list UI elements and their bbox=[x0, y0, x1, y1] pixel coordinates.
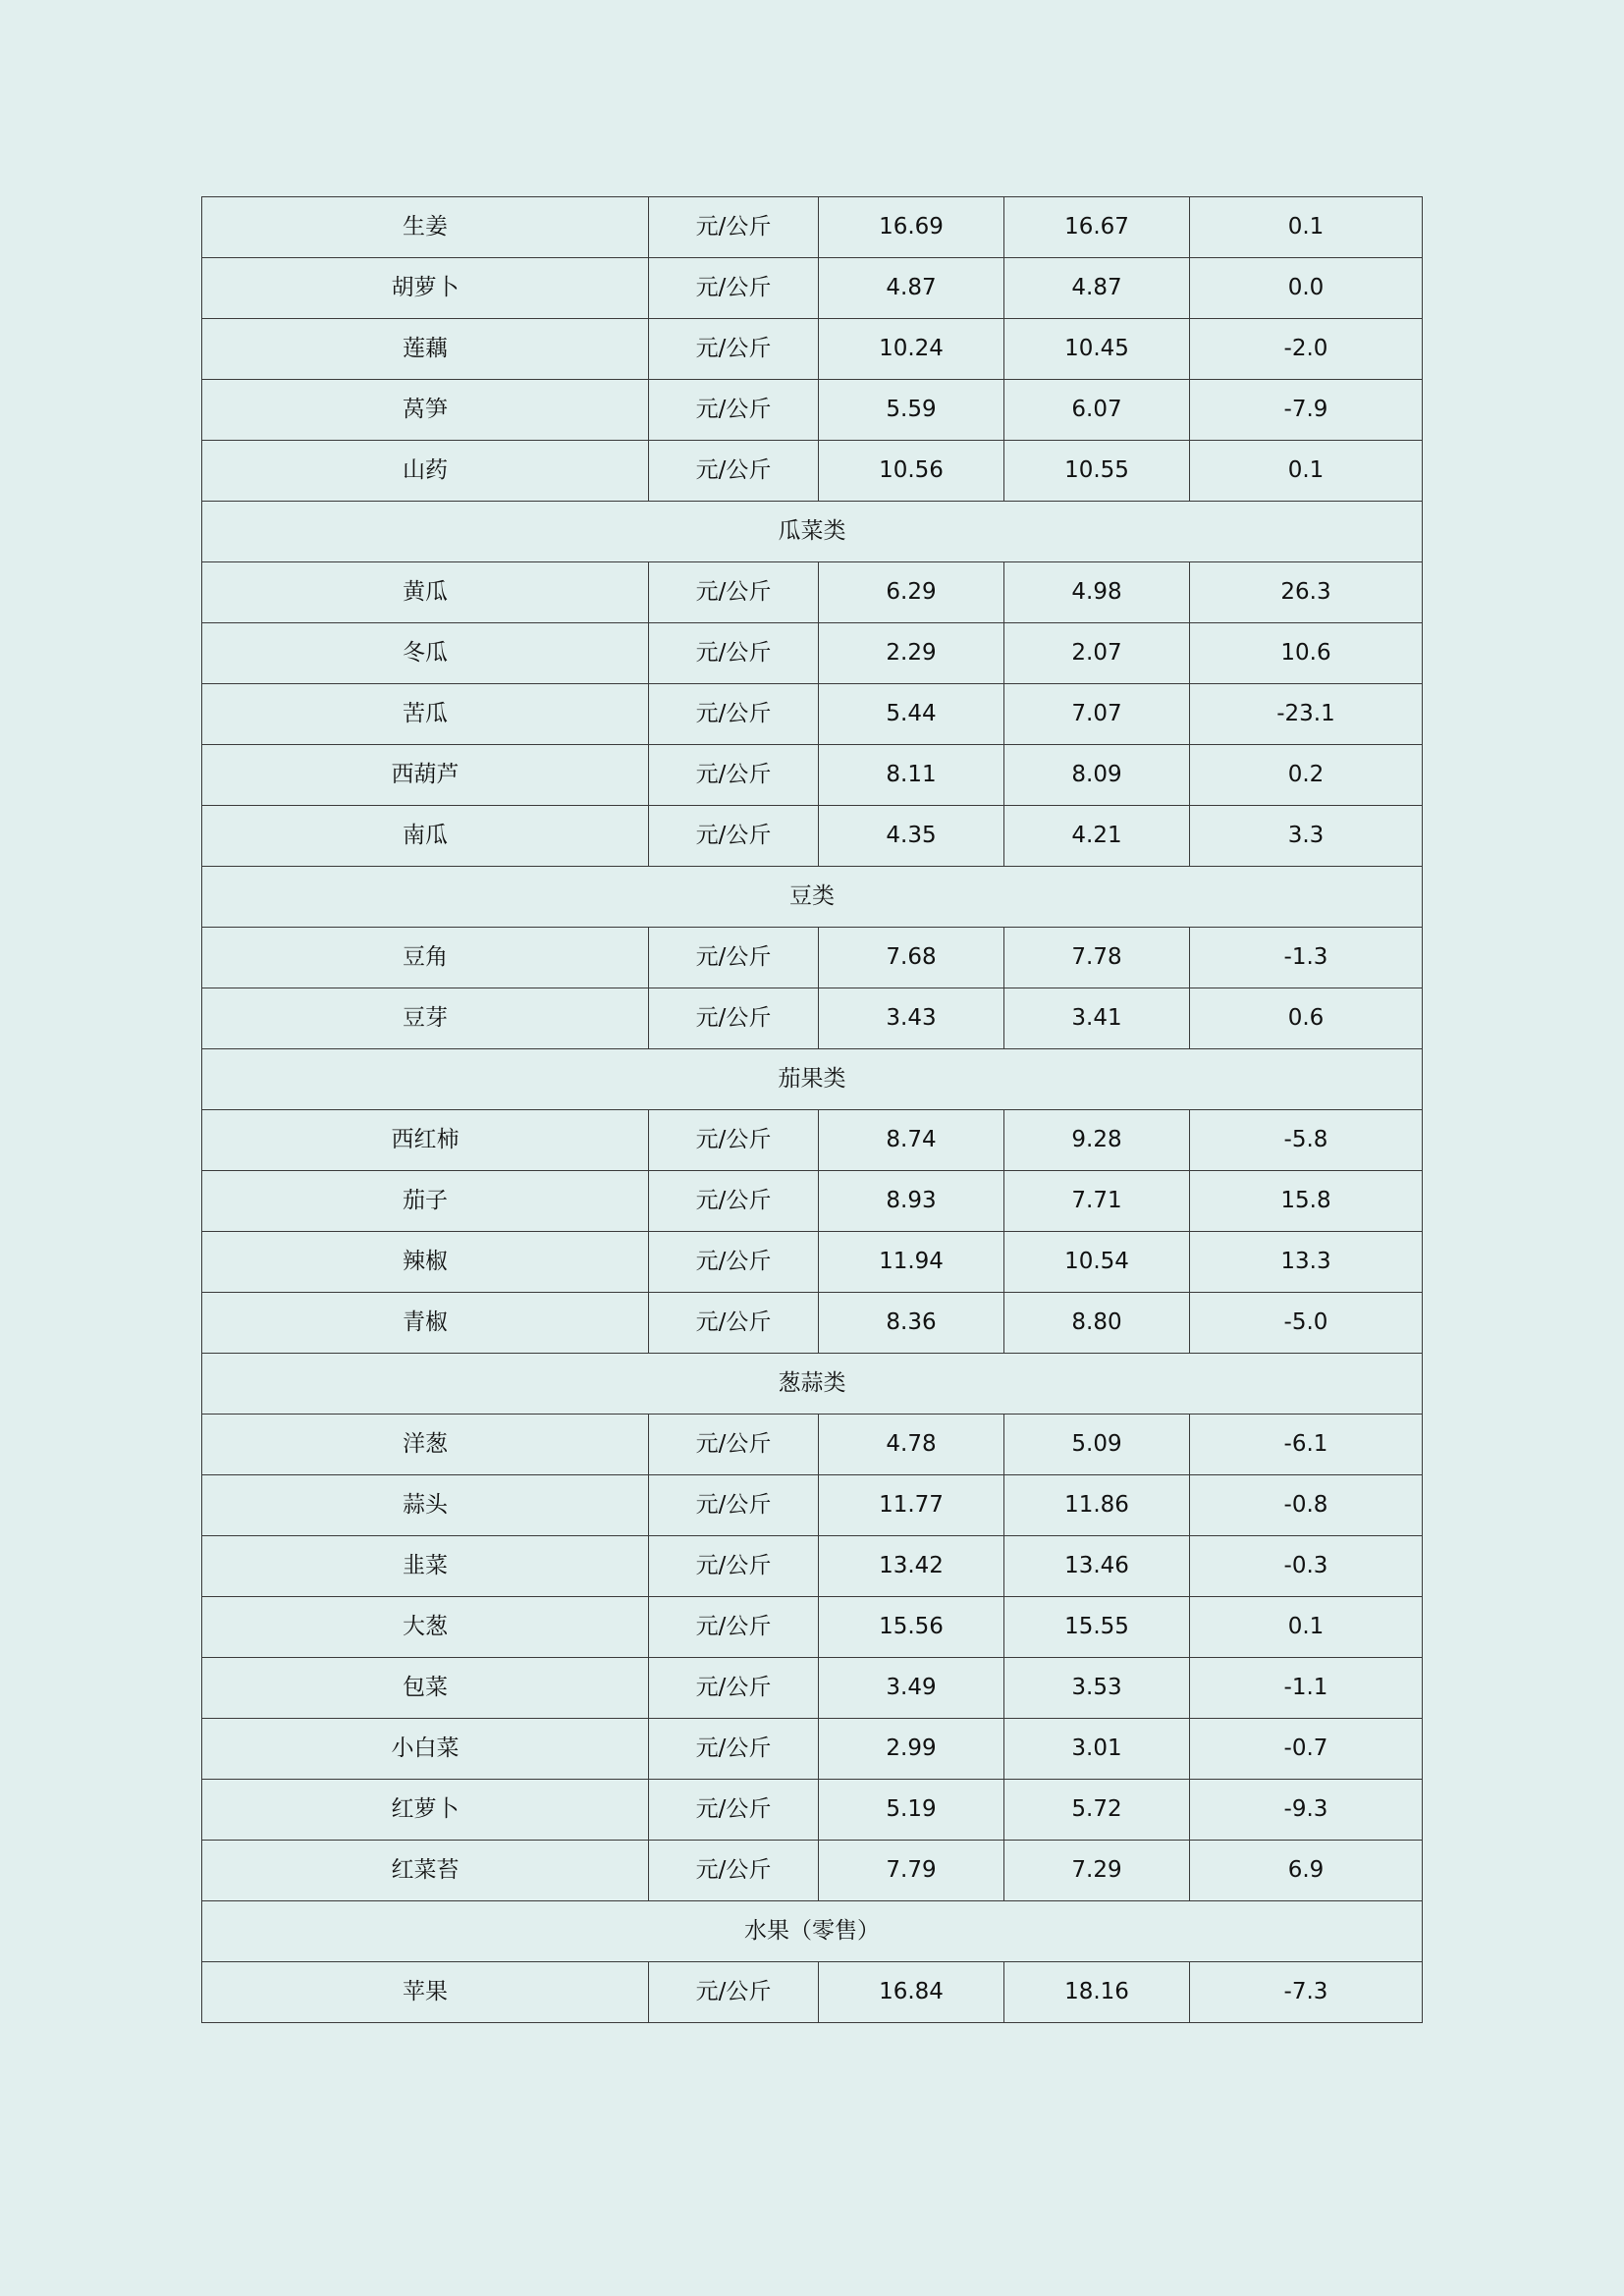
table-row bbox=[202, 441, 1423, 502]
unit-cell: 元/公斤 bbox=[649, 1475, 819, 1536]
change-percent-cell: 3.3 bbox=[1190, 806, 1423, 867]
previous-price-cell: 8.09 bbox=[1004, 745, 1190, 806]
previous-price-cell: 10.45 bbox=[1004, 319, 1190, 380]
current-price-cell: 10.24 bbox=[819, 319, 1004, 380]
change-percent-cell: -5.8 bbox=[1190, 1110, 1423, 1171]
item-name-cell: 苹果 bbox=[202, 1962, 649, 2023]
current-price-cell: 16.84 bbox=[819, 1962, 1004, 2023]
unit-cell: 元/公斤 bbox=[649, 319, 819, 380]
current-price-cell: 2.99 bbox=[819, 1719, 1004, 1780]
item-name-cell: 西葫芦 bbox=[202, 745, 649, 806]
previous-price-cell: 13.46 bbox=[1004, 1536, 1190, 1597]
previous-price-cell: 4.21 bbox=[1004, 806, 1190, 867]
change-percent-cell: 0.2 bbox=[1190, 745, 1423, 806]
unit-cell: 元/公斤 bbox=[649, 441, 819, 502]
table-row bbox=[202, 1110, 1423, 1171]
change-percent-cell: -0.7 bbox=[1190, 1719, 1423, 1780]
previous-price-cell: 10.55 bbox=[1004, 441, 1190, 502]
previous-price-cell: 4.98 bbox=[1004, 562, 1190, 623]
change-percent-cell: -7.3 bbox=[1190, 1962, 1423, 2023]
unit-cell: 元/公斤 bbox=[649, 988, 819, 1049]
item-name-cell: 胡萝卜 bbox=[202, 258, 649, 319]
table-row bbox=[202, 1475, 1423, 1536]
change-percent-cell: -1.1 bbox=[1190, 1658, 1423, 1719]
change-percent-cell: 6.9 bbox=[1190, 1841, 1423, 1901]
previous-price-cell: 8.80 bbox=[1004, 1293, 1190, 1354]
table-row bbox=[202, 380, 1423, 441]
current-price-cell: 4.87 bbox=[819, 258, 1004, 319]
change-percent-cell: -0.3 bbox=[1190, 1536, 1423, 1597]
previous-price-cell: 7.78 bbox=[1004, 928, 1190, 988]
unit-cell: 元/公斤 bbox=[649, 1171, 819, 1232]
table-row bbox=[202, 745, 1423, 806]
unit-cell: 元/公斤 bbox=[649, 623, 819, 684]
current-price-cell: 15.56 bbox=[819, 1597, 1004, 1658]
current-price-cell: 3.49 bbox=[819, 1658, 1004, 1719]
table-row bbox=[202, 1780, 1423, 1841]
price-table bbox=[201, 196, 1423, 2023]
current-price-cell: 11.77 bbox=[819, 1475, 1004, 1536]
table-row bbox=[202, 1415, 1423, 1475]
change-percent-cell: -6.1 bbox=[1190, 1415, 1423, 1475]
change-percent-cell: -1.3 bbox=[1190, 928, 1423, 988]
change-percent-cell: 13.3 bbox=[1190, 1232, 1423, 1293]
previous-price-cell: 4.87 bbox=[1004, 258, 1190, 319]
table-row bbox=[202, 562, 1423, 623]
item-name-cell: 冬瓜 bbox=[202, 623, 649, 684]
table-row bbox=[202, 1962, 1423, 2023]
category-row bbox=[202, 502, 1423, 562]
unit-cell: 元/公斤 bbox=[649, 1658, 819, 1719]
category-label: 豆类 bbox=[202, 867, 1423, 928]
unit-cell: 元/公斤 bbox=[649, 1841, 819, 1901]
item-name-cell: 豆芽 bbox=[202, 988, 649, 1049]
change-percent-cell: -2.0 bbox=[1190, 319, 1423, 380]
category-row bbox=[202, 1901, 1423, 1962]
current-price-cell: 16.69 bbox=[819, 197, 1004, 258]
category-row bbox=[202, 1354, 1423, 1415]
table-row bbox=[202, 319, 1423, 380]
previous-price-cell: 10.54 bbox=[1004, 1232, 1190, 1293]
previous-price-cell: 7.71 bbox=[1004, 1171, 1190, 1232]
previous-price-cell: 3.53 bbox=[1004, 1658, 1190, 1719]
change-percent-cell: 0.1 bbox=[1190, 197, 1423, 258]
category-row bbox=[202, 867, 1423, 928]
unit-cell: 元/公斤 bbox=[649, 1597, 819, 1658]
category-label: 水果（零售） bbox=[202, 1901, 1423, 1962]
previous-price-cell: 5.09 bbox=[1004, 1415, 1190, 1475]
unit-cell: 元/公斤 bbox=[649, 928, 819, 988]
unit-cell: 元/公斤 bbox=[649, 1110, 819, 1171]
previous-price-cell: 5.72 bbox=[1004, 1780, 1190, 1841]
current-price-cell: 11.94 bbox=[819, 1232, 1004, 1293]
unit-cell: 元/公斤 bbox=[649, 1780, 819, 1841]
item-name-cell: 辣椒 bbox=[202, 1232, 649, 1293]
item-name-cell: 莲藕 bbox=[202, 319, 649, 380]
table-row bbox=[202, 1719, 1423, 1780]
category-label: 茄果类 bbox=[202, 1049, 1423, 1110]
previous-price-cell: 7.29 bbox=[1004, 1841, 1190, 1901]
current-price-cell: 5.59 bbox=[819, 380, 1004, 441]
unit-cell: 元/公斤 bbox=[649, 380, 819, 441]
current-price-cell: 7.79 bbox=[819, 1841, 1004, 1901]
category-row bbox=[202, 1049, 1423, 1110]
unit-cell: 元/公斤 bbox=[649, 1293, 819, 1354]
change-percent-cell: 0.1 bbox=[1190, 1597, 1423, 1658]
unit-cell: 元/公斤 bbox=[649, 1232, 819, 1293]
item-name-cell: 生姜 bbox=[202, 197, 649, 258]
item-name-cell: 洋葱 bbox=[202, 1415, 649, 1475]
current-price-cell: 3.43 bbox=[819, 988, 1004, 1049]
item-name-cell: 西红柿 bbox=[202, 1110, 649, 1171]
change-percent-cell: 0.1 bbox=[1190, 441, 1423, 502]
item-name-cell: 南瓜 bbox=[202, 806, 649, 867]
previous-price-cell: 18.16 bbox=[1004, 1962, 1190, 2023]
change-percent-cell: 0.6 bbox=[1190, 988, 1423, 1049]
previous-price-cell: 16.67 bbox=[1004, 197, 1190, 258]
table-row bbox=[202, 928, 1423, 988]
item-name-cell: 蒜头 bbox=[202, 1475, 649, 1536]
current-price-cell: 4.35 bbox=[819, 806, 1004, 867]
item-name-cell: 黄瓜 bbox=[202, 562, 649, 623]
unit-cell: 元/公斤 bbox=[649, 1719, 819, 1780]
previous-price-cell: 7.07 bbox=[1004, 684, 1190, 745]
change-percent-cell: 0.0 bbox=[1190, 258, 1423, 319]
table-row bbox=[202, 1658, 1423, 1719]
current-price-cell: 8.11 bbox=[819, 745, 1004, 806]
item-name-cell: 青椒 bbox=[202, 1293, 649, 1354]
current-price-cell: 5.19 bbox=[819, 1780, 1004, 1841]
table-row bbox=[202, 1171, 1423, 1232]
change-percent-cell: 26.3 bbox=[1190, 562, 1423, 623]
previous-price-cell: 11.86 bbox=[1004, 1475, 1190, 1536]
unit-cell: 元/公斤 bbox=[649, 197, 819, 258]
unit-cell: 元/公斤 bbox=[649, 1536, 819, 1597]
item-name-cell: 豆角 bbox=[202, 928, 649, 988]
table-row bbox=[202, 623, 1423, 684]
table-row bbox=[202, 806, 1423, 867]
category-label: 葱蒜类 bbox=[202, 1354, 1423, 1415]
previous-price-cell: 2.07 bbox=[1004, 623, 1190, 684]
table-row bbox=[202, 1536, 1423, 1597]
unit-cell: 元/公斤 bbox=[649, 684, 819, 745]
previous-price-cell: 3.41 bbox=[1004, 988, 1190, 1049]
item-name-cell: 红菜苔 bbox=[202, 1841, 649, 1901]
table-row bbox=[202, 258, 1423, 319]
unit-cell: 元/公斤 bbox=[649, 1962, 819, 2023]
unit-cell: 元/公斤 bbox=[649, 562, 819, 623]
table-row bbox=[202, 684, 1423, 745]
current-price-cell: 7.68 bbox=[819, 928, 1004, 988]
change-percent-cell: -23.1 bbox=[1190, 684, 1423, 745]
table-row bbox=[202, 197, 1423, 258]
change-percent-cell: -7.9 bbox=[1190, 380, 1423, 441]
item-name-cell: 苦瓜 bbox=[202, 684, 649, 745]
current-price-cell: 5.44 bbox=[819, 684, 1004, 745]
table-row bbox=[202, 1597, 1423, 1658]
item-name-cell: 包菜 bbox=[202, 1658, 649, 1719]
item-name-cell: 莴笋 bbox=[202, 380, 649, 441]
item-name-cell: 韭菜 bbox=[202, 1536, 649, 1597]
previous-price-cell: 6.07 bbox=[1004, 380, 1190, 441]
current-price-cell: 6.29 bbox=[819, 562, 1004, 623]
current-price-cell: 4.78 bbox=[819, 1415, 1004, 1475]
previous-price-cell: 15.55 bbox=[1004, 1597, 1190, 1658]
current-price-cell: 8.36 bbox=[819, 1293, 1004, 1354]
table-row bbox=[202, 1841, 1423, 1901]
change-percent-cell: 15.8 bbox=[1190, 1171, 1423, 1232]
unit-cell: 元/公斤 bbox=[649, 745, 819, 806]
price-table-body bbox=[202, 197, 1423, 2023]
change-percent-cell: -0.8 bbox=[1190, 1475, 1423, 1536]
change-percent-cell: -5.0 bbox=[1190, 1293, 1423, 1354]
unit-cell: 元/公斤 bbox=[649, 258, 819, 319]
change-percent-cell: -9.3 bbox=[1190, 1780, 1423, 1841]
current-price-cell: 8.74 bbox=[819, 1110, 1004, 1171]
current-price-cell: 2.29 bbox=[819, 623, 1004, 684]
category-label: 瓜菜类 bbox=[202, 502, 1423, 562]
change-percent-cell: 10.6 bbox=[1190, 623, 1423, 684]
item-name-cell: 小白菜 bbox=[202, 1719, 649, 1780]
current-price-cell: 8.93 bbox=[819, 1171, 1004, 1232]
item-name-cell: 大葱 bbox=[202, 1597, 649, 1658]
table-row bbox=[202, 1293, 1423, 1354]
item-name-cell: 茄子 bbox=[202, 1171, 649, 1232]
unit-cell: 元/公斤 bbox=[649, 1415, 819, 1475]
table-row bbox=[202, 988, 1423, 1049]
current-price-cell: 13.42 bbox=[819, 1536, 1004, 1597]
item-name-cell: 山药 bbox=[202, 441, 649, 502]
current-price-cell: 10.56 bbox=[819, 441, 1004, 502]
item-name-cell: 红萝卜 bbox=[202, 1780, 649, 1841]
table-row bbox=[202, 1232, 1423, 1293]
unit-cell: 元/公斤 bbox=[649, 806, 819, 867]
previous-price-cell: 3.01 bbox=[1004, 1719, 1190, 1780]
previous-price-cell: 9.28 bbox=[1004, 1110, 1190, 1171]
